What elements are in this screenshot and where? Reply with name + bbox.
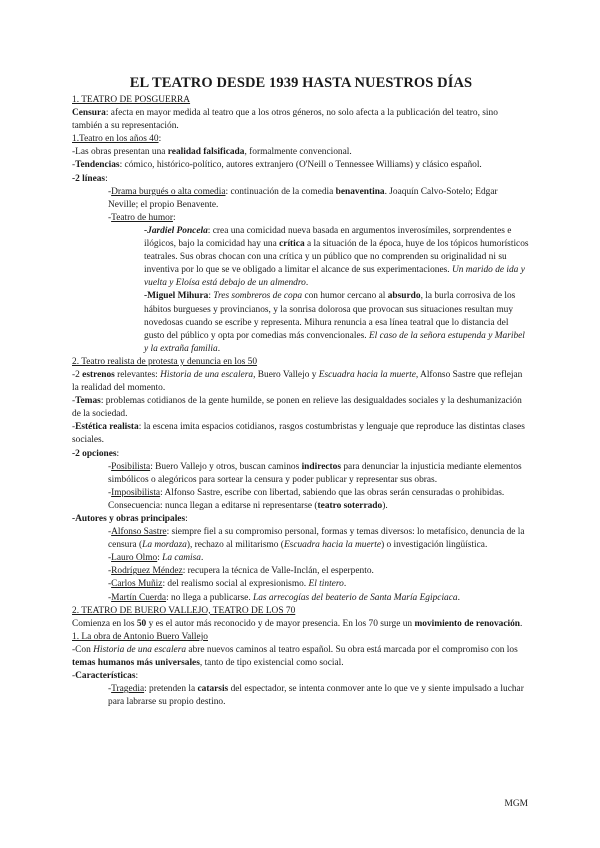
- paragraph-obras: -Las obras presentan una realidad falsificada, formalmente convencional.: [72, 147, 352, 158]
- footer-initials: MGM: [504, 799, 528, 809]
- document-title: EL TEATRO DESDE 1939 HASTA NUESTROS DÍAS: [129, 75, 473, 91]
- paragraph-opciones: -2 opciones:: [72, 448, 120, 459]
- section-heading-posguerra: 1. TEATRO DE POSGUERRA: [72, 95, 191, 105]
- item-miguel-mihura: -Miguel Mihura: Tres sombreros de copa con humor cercano al absurdo, la burla corrosiva de los hábitos burgueses y provincianos, y la sonrisa dolorosa que provocan sus situaciones resultan muy novedosas cuando se escribe y representa. Mihura renuncia a esa línea teatral que lo distancia del gusto del público y opta por comedias más convencionales. El caso de la señora estupenda y Maribel y la extraña familia.: [144, 291, 525, 354]
- item-drama-burgues: -Drama burgués o alta comedia: continuación de la comedia benaventina. Joaquín Calvo-Sotelo; Edgar Neville; el propio Benavente.: [108, 186, 498, 210]
- paragraph-historia-escalera: -Con Historia de una escalera abre nuevos caminos al teatro español. Su obra está marcada por el compromiso con los temas humanos más universales, tanto de tipo existencial como social.: [72, 644, 518, 669]
- paragraph-tendencias: -Tendencias: cómico, histórico-político, autores extranjero (O'Neill o Tennessee Williams) y clásico español.: [72, 160, 482, 171]
- document-page: [72, 74, 530, 709]
- paragraph-autores: -Autores y obras principales:: [72, 514, 188, 524]
- item-martin-cuerda: -Martín Cuerda: no llega a publicarse. Las arrecogías del beaterio de Santa María Egipciaca.: [108, 592, 460, 603]
- paragraph-lineas: -2 líneas:: [72, 173, 108, 184]
- term-censura: Censura: [72, 108, 106, 119]
- item-jardiel-poncela: -Jardiel Poncela: crea una comicidad nueva basada en argumentos inverosímiles, sorprendentes e ilógicos, bajo la comicidad hay una crítica a la situación de la época, huye de los tópicos humorísticos teatrales. Sus obras chocan con una crítica y un público que no comprenden su originalidad ni su inventiva por lo que se ve obligado a limitar el alcance de sus experimentaciones. Un marido de ida y vuelta y Eloísa está debajo de un almendro.: [144, 225, 529, 289]
- section-heading-buero-vallejo: 2. TEATRO DE BUERO VALLEJO, TEATRO DE LOS 70: [72, 605, 296, 616]
- subheading-obra-buero: 1. La obra de Antonio Buero Vallejo: [72, 631, 208, 642]
- paragraph-estetica: -Estética realista: la escena imita espacios cotidianos, rasgos costumbristas y lenguaje que reproduce las distintas clases sociales.: [72, 422, 525, 446]
- paragraph-estrenos: -2 estrenos relevantes: Historia de una escalera, Buero Vallejo y Escuadra hacia la muerte, Alfonso Sastre que reflejan la realidad del momento.: [72, 369, 523, 394]
- subheading-anos-40: 1.Teatro en los años 40:: [72, 134, 162, 145]
- item-teatro-humor: -Teatro de humor:: [108, 212, 176, 223]
- paragraph-censura: Censura: afecta en mayor medida al teatro que a los otros géneros, no solo afecta a la publicación del teatro, sino también a su representación.: [72, 108, 498, 132]
- item-alfonso-sastre: -Alfonso Sastre: siempre fiel a su compromiso personal, formas y temas diversos: lo metafísico, denuncia de la censura (La mordaza), rechazo al militarismo (Escuadra hacia la muerte) o investigación lingüística.: [108, 527, 525, 551]
- paragraph-temas: -Temas: problemas cotidianos de la gente humilde, se ponen en relieve las desigualdades sociales y la deshumanización de la sociedad.: [72, 396, 522, 420]
- paragraph-intro-buero: Comienza en los 50 y es el autor más reconocido y de mayor presencia. En los 70 surge un movimiento de renovación.: [72, 618, 523, 629]
- item-tragedia: -Tragedia: pretenden la catarsis del espectador, se intenta conmover ante lo que ve y siente impulsado a luchar para labrarse su propio destino.: [108, 684, 524, 708]
- item-carlos-muniz: -Carlos Muñiz: del realismo social al expresionismo. El tintero.: [108, 579, 347, 590]
- item-lauro-olmo: -Lauro Olmo: La camisa.: [108, 553, 204, 564]
- paragraph-caracteristicas: -Características:: [72, 671, 139, 682]
- item-rodriguez-mendez: -Rodríguez Méndez: recupera la técnica de Valle-Inclán, el esperpento.: [108, 566, 374, 577]
- subheading-teatro-realista: 2. Teatro realista de protesta y denuncia en los 50: [72, 356, 258, 367]
- item-imposibilista: -Imposibilista: Alfonso Sastre, escribe con libertad, sabiendo que las obras serán censuradas o prohibidas. Consecuencia: nunca llegan a editarse ni representarse (teatro soterrado).: [108, 487, 505, 511]
- item-posibilista: -Posibilista: Buero Vallejo y otros, buscan caminos indirectos para denunciar la injusticia mediante elementos simbólicos o alegóricos para sortear la censura y poder publicar y representar sus obras.: [108, 461, 522, 485]
